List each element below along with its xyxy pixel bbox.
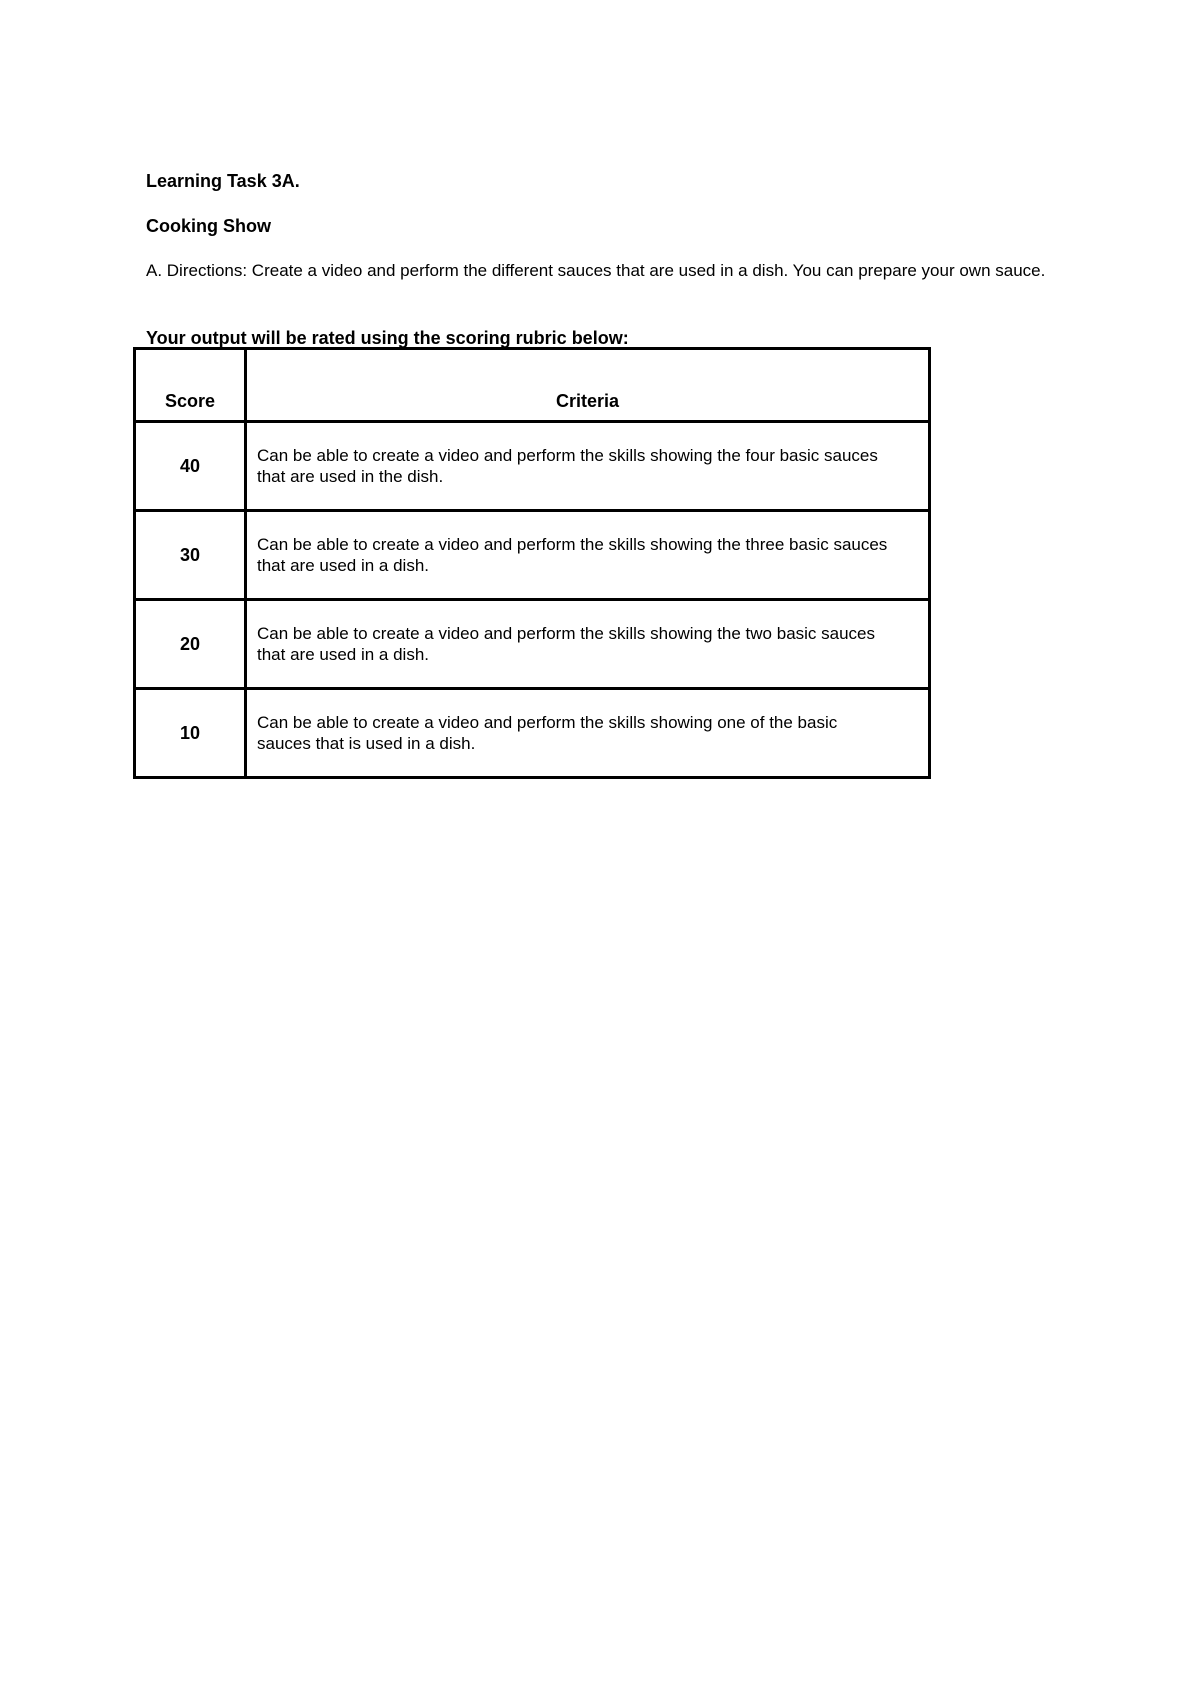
rubric-intro: Your output will be rated using the scoring rubric below:	[146, 328, 629, 348]
show-title: Cooking Show	[146, 216, 271, 236]
criteria-cell: Can be able to create a video and perform the skills showing the three basic sauces that are used in a dish.	[246, 511, 930, 600]
rubric-row	[135, 600, 930, 689]
score-header: Score	[135, 349, 246, 422]
score-cell: 40	[135, 422, 246, 511]
score-cell: 20	[135, 600, 246, 689]
criteria-cell: Can be able to create a video and perform the skills showing the two basic sauces that are used in a dish.	[246, 600, 930, 689]
scoring-rubric-table	[133, 347, 931, 779]
directions-text: A. Directions: Create a video and perform the different sauces that are used in a dish. You can prepare your own sauce.	[146, 261, 1046, 280]
criteria-cell: Can be able to create a video and perform the skills showing the four basic sauces that are used in the dish.	[246, 422, 930, 511]
score-cell: 10	[135, 689, 246, 778]
rubric-row	[135, 689, 930, 778]
task-title: Learning Task 3A.	[146, 171, 300, 191]
criteria-header: Criteria	[246, 349, 930, 422]
criteria-cell: Can be able to create a video and perform the skills showing one of the basic sauces that is used in a dish.	[246, 689, 930, 778]
rubric-header-row	[135, 349, 930, 422]
score-cell: 30	[135, 511, 246, 600]
rubric-row	[135, 422, 930, 511]
rubric-row	[135, 511, 930, 600]
